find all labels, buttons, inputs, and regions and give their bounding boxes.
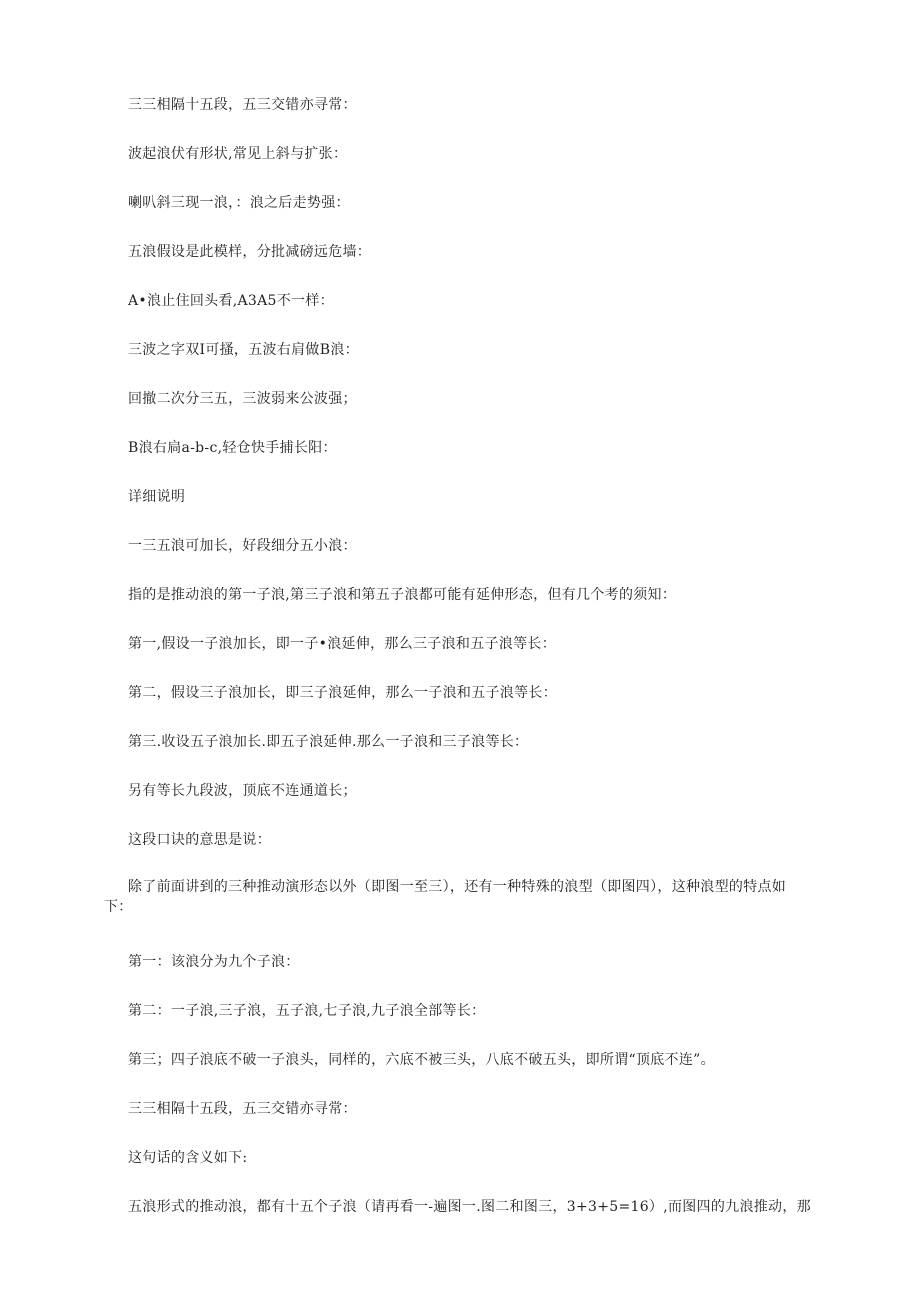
text-line: 回撤二次分三五，三波弱来公波强；: [128, 391, 357, 407]
text-line: 指的是推动浪的第一子浪,第三子浪和第五子浪都可能有延伸形态，但有几个考的须知：: [128, 587, 677, 603]
text-line: B浪右扃a-b-c,轻仓快手捕长阳：: [128, 440, 337, 456]
text-line: 第三；四子浪底不破一子浪头，同样的，六底不被三头，八底不破五头，即所谓“顶底不连”。: [128, 1052, 715, 1068]
text-line: 三三相隔十五段，五三交错亦寻常：: [128, 1101, 357, 1117]
text-line: 五浪形式的推动浪，都有十五个子浪（请再看一-遍图一.图二和图三，3+3+5=16）,而图四的九浪推动，那: [128, 1199, 811, 1215]
section-heading: 详细说明: [128, 489, 186, 505]
text-line: 五浪假设是此模样，分批减磅远危墙：: [128, 244, 372, 260]
paragraph-line: 下：: [104, 899, 133, 915]
text-line: 第一,假设一子浪加长，即一子•浪延伸，那么三子浪和五子浪等长：: [128, 636, 557, 652]
text-line: 这句话的含义如下:: [128, 1150, 248, 1166]
text-line: 第二，假设三子浪加长，即三子浪延伸，那么一子浪和五子浪等长：: [128, 685, 557, 701]
text-line: 三三相隔十五段，五三交错亦寻常：: [128, 97, 357, 113]
text-line: 这段口诀的意思是说：: [128, 832, 271, 848]
text-line: 喇叭斜三现一浪，：浪之后走势强：: [128, 195, 350, 211]
text-line: 第一：该浪分为九个子浪：: [128, 954, 300, 970]
text-line: 第三.收设五子浪加长.即五子浪延伸.那么一子浪和三子浪等长：: [128, 734, 529, 750]
text-line: A•浪止住回头看,A3A5不一样：: [128, 293, 334, 309]
paragraph: [104, 877, 824, 917]
text-line: 第二：一子浪,三子浪，五子浪,七子浪,九子浪全部等长：: [128, 1003, 486, 1019]
text-line: 另有等长九段波，顶底不连通道长；: [128, 783, 357, 799]
text-line: 一三五浪可加长，好段细分五小浪：: [128, 538, 357, 554]
paragraph-line: 除了前面讲到的三种推动演形态以外（即图一至三），还有一种特殊的浪型（即图四），这种浪型的特点如: [128, 879, 787, 895]
text-line: 三波之字双I可搔，五波右肩做B浪：: [128, 342, 359, 358]
text-line: 波起浪伏有形状,常见上斜与扩张：: [128, 146, 348, 162]
